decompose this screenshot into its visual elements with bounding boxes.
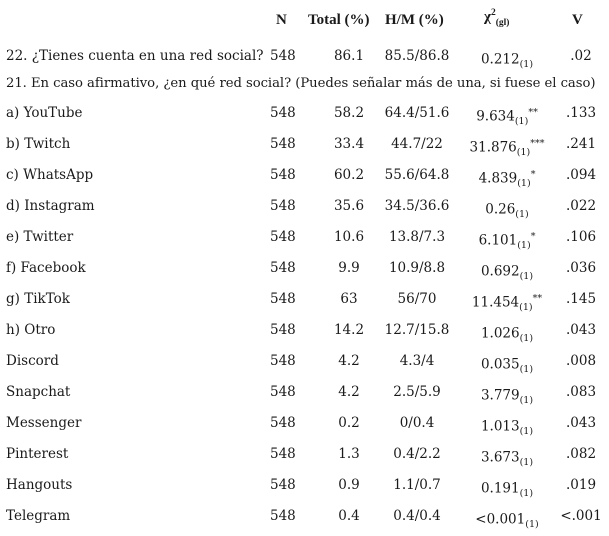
row-hm: 56/70 bbox=[397, 291, 437, 307]
row-n: 548 bbox=[270, 353, 296, 369]
table-row bbox=[0, 133, 609, 159]
row-chi bbox=[462, 288, 552, 319]
row-sig: * bbox=[530, 231, 536, 242]
row-total: 1.3 bbox=[338, 446, 360, 462]
table-row bbox=[0, 195, 609, 221]
table-row bbox=[0, 288, 609, 314]
row-chi bbox=[462, 226, 552, 257]
row-chi-value: <0.001 bbox=[475, 511, 526, 528]
row-df: (1) bbox=[519, 302, 533, 314]
row-label: Messenger bbox=[6, 415, 82, 431]
row-v: .043 bbox=[565, 322, 597, 338]
row-v: .082 bbox=[565, 446, 597, 462]
row-chi bbox=[462, 319, 552, 350]
header-total: Total (%) bbox=[308, 12, 370, 28]
q22-label: 22. ¿Tienes cuenta en una red social? bbox=[6, 48, 264, 64]
row-v: .094 bbox=[565, 167, 597, 183]
row-chi bbox=[462, 164, 552, 195]
row-n: 548 bbox=[270, 198, 296, 214]
q21-label: 21. En caso afirmativo, ¿en qué red social? (Puedes señalar más de una, si fuese el caso) bbox=[6, 76, 596, 91]
row-n: 548 bbox=[270, 167, 296, 183]
row-label: h) Otro bbox=[6, 322, 56, 338]
row-total: 0.4 bbox=[338, 508, 360, 524]
row-v: .145 bbox=[565, 291, 597, 307]
row-hm: 0.4/0.4 bbox=[393, 508, 441, 524]
table-row bbox=[0, 164, 609, 190]
row-n: 548 bbox=[270, 291, 296, 307]
row-hm: 0.4/2.2 bbox=[393, 446, 441, 462]
row-label: Hangouts bbox=[6, 477, 73, 493]
row-df: (1) bbox=[519, 426, 534, 438]
row-total: 0.9 bbox=[338, 477, 360, 493]
row-chi bbox=[462, 412, 552, 443]
row-chi-value: 1.013 bbox=[480, 418, 520, 435]
row-chi-value: 4.839 bbox=[478, 170, 518, 187]
row-df: (1) bbox=[519, 333, 534, 345]
row-total: 60.2 bbox=[333, 167, 365, 183]
q22-v: .02 bbox=[570, 48, 592, 64]
table-row bbox=[0, 350, 609, 376]
row-label: b) Twitch bbox=[6, 136, 71, 152]
header-chi-sub: (gl) bbox=[495, 18, 510, 28]
row-label: Telegram bbox=[6, 508, 71, 524]
row-hm: 44.7/22 bbox=[391, 136, 443, 152]
q22-hm: 85.5/86.8 bbox=[384, 48, 450, 64]
row-chi bbox=[462, 443, 552, 474]
row-chi-value: 31.876 bbox=[469, 139, 517, 156]
row-n: 548 bbox=[270, 477, 296, 493]
row-total: 4.2 bbox=[338, 384, 360, 400]
row-label: g) TikTok bbox=[6, 291, 70, 307]
row-chi-value: 11.454 bbox=[471, 294, 520, 311]
row-chi-value: 6.101 bbox=[478, 232, 518, 249]
q22-row bbox=[0, 45, 609, 71]
row-chi bbox=[462, 257, 552, 288]
row-chi-value: 0.191 bbox=[480, 480, 520, 497]
row-n: 548 bbox=[270, 136, 296, 152]
row-sig: ** bbox=[528, 107, 538, 118]
row-n: 548 bbox=[270, 384, 296, 400]
row-v: .083 bbox=[565, 384, 597, 400]
row-chi bbox=[462, 505, 552, 536]
row-df: (1) bbox=[515, 209, 529, 221]
table-row bbox=[0, 381, 609, 407]
row-total: 14.2 bbox=[333, 322, 365, 338]
q21-row bbox=[0, 73, 609, 95]
row-total: 33.4 bbox=[333, 136, 365, 152]
row-v: .019 bbox=[565, 477, 597, 493]
row-total: 4.2 bbox=[338, 353, 360, 369]
row-total: 63 bbox=[340, 291, 358, 307]
row-n: 548 bbox=[270, 260, 296, 276]
row-sig: *** bbox=[530, 138, 545, 149]
header-chi-symbol: χ bbox=[484, 9, 491, 25]
row-df: (1) bbox=[517, 178, 531, 190]
header-hm: H/M (%) bbox=[385, 12, 444, 28]
row-chi-value: 0.26 bbox=[485, 201, 516, 218]
row-v: .241 bbox=[565, 136, 597, 152]
row-v: .133 bbox=[565, 105, 597, 121]
row-df: (1) bbox=[519, 395, 534, 407]
row-label: Snapchat bbox=[6, 384, 71, 400]
q22-df: (1) bbox=[519, 59, 534, 71]
row-hm: 2.5/5.9 bbox=[393, 384, 441, 400]
q22-chi-value: 0.212 bbox=[480, 51, 520, 68]
row-df: (1) bbox=[519, 271, 534, 283]
row-label: c) WhatsApp bbox=[6, 167, 94, 183]
row-chi-value: 9.634 bbox=[476, 108, 515, 125]
row-hm: 12.7/15.8 bbox=[384, 322, 450, 338]
q22-n: 548 bbox=[270, 48, 296, 64]
row-v: .106 bbox=[565, 229, 597, 245]
q22-chi bbox=[462, 45, 552, 76]
table-row bbox=[0, 226, 609, 252]
row-hm: 0/0.4 bbox=[399, 415, 435, 431]
header-v: V bbox=[572, 12, 583, 28]
row-v: <.001 bbox=[560, 508, 602, 524]
row-df: (1) bbox=[517, 240, 531, 252]
row-hm: 64.4/51.6 bbox=[384, 105, 450, 121]
row-total: 35.6 bbox=[333, 198, 365, 214]
row-v: .043 bbox=[565, 415, 597, 431]
row-chi bbox=[462, 350, 552, 381]
header-chi-sup: 2 bbox=[490, 8, 496, 18]
row-label: Pinterest bbox=[6, 446, 69, 462]
row-hm: 4.3/4 bbox=[399, 353, 435, 369]
row-label: f) Facebook bbox=[6, 260, 86, 276]
row-v: .022 bbox=[565, 198, 597, 214]
row-hm: 34.5/36.6 bbox=[384, 198, 450, 214]
q22-total: 86.1 bbox=[333, 48, 365, 64]
table-row bbox=[0, 319, 609, 345]
row-label: a) YouTube bbox=[6, 105, 83, 121]
table-row bbox=[0, 443, 609, 469]
row-chi bbox=[462, 133, 552, 164]
row-chi bbox=[462, 195, 552, 226]
row-hm: 13.8/7.3 bbox=[388, 229, 446, 245]
row-total: 10.6 bbox=[333, 229, 365, 245]
row-label: e) Twitter bbox=[6, 229, 74, 245]
row-label: Discord bbox=[6, 353, 59, 369]
row-df: (1) bbox=[519, 488, 534, 500]
row-total: 58.2 bbox=[333, 105, 365, 121]
table-row bbox=[0, 412, 609, 438]
row-chi bbox=[462, 381, 552, 412]
row-hm: 1.1/0.7 bbox=[393, 477, 441, 493]
row-n: 548 bbox=[270, 229, 296, 245]
table-row bbox=[0, 102, 609, 128]
header-n: N bbox=[276, 12, 287, 28]
row-df: (1) bbox=[519, 457, 534, 469]
table-row bbox=[0, 505, 609, 531]
row-df: (1) bbox=[525, 519, 539, 531]
row-chi-value: 1.026 bbox=[480, 325, 520, 342]
row-n: 548 bbox=[270, 322, 296, 338]
row-n: 548 bbox=[270, 508, 296, 524]
row-df: (1) bbox=[519, 364, 534, 376]
row-chi bbox=[462, 102, 552, 133]
row-n: 548 bbox=[270, 105, 296, 121]
row-sig: * bbox=[530, 169, 536, 180]
row-v: .008 bbox=[565, 353, 597, 369]
header-chi-square bbox=[484, 8, 509, 28]
row-hm: 10.9/8.8 bbox=[388, 260, 446, 276]
row-chi-value: 3.779 bbox=[480, 387, 520, 404]
row-df: (1) bbox=[516, 147, 531, 159]
row-hm: 55.6/64.8 bbox=[384, 167, 450, 183]
row-chi bbox=[462, 474, 552, 505]
row-total: 0.2 bbox=[338, 415, 360, 431]
row-df: (1) bbox=[514, 116, 529, 128]
row-total: 9.9 bbox=[338, 260, 360, 276]
row-label: d) Instagram bbox=[6, 198, 95, 214]
row-chi-value: 0.035 bbox=[480, 356, 520, 373]
row-chi-value: 3.673 bbox=[480, 449, 520, 466]
row-v: .036 bbox=[565, 260, 597, 276]
row-n: 548 bbox=[270, 415, 296, 431]
table-row bbox=[0, 474, 609, 500]
row-sig: ** bbox=[532, 293, 543, 304]
table-row bbox=[0, 257, 609, 283]
row-n: 548 bbox=[270, 446, 296, 462]
row-chi-value: 0.692 bbox=[480, 263, 520, 280]
